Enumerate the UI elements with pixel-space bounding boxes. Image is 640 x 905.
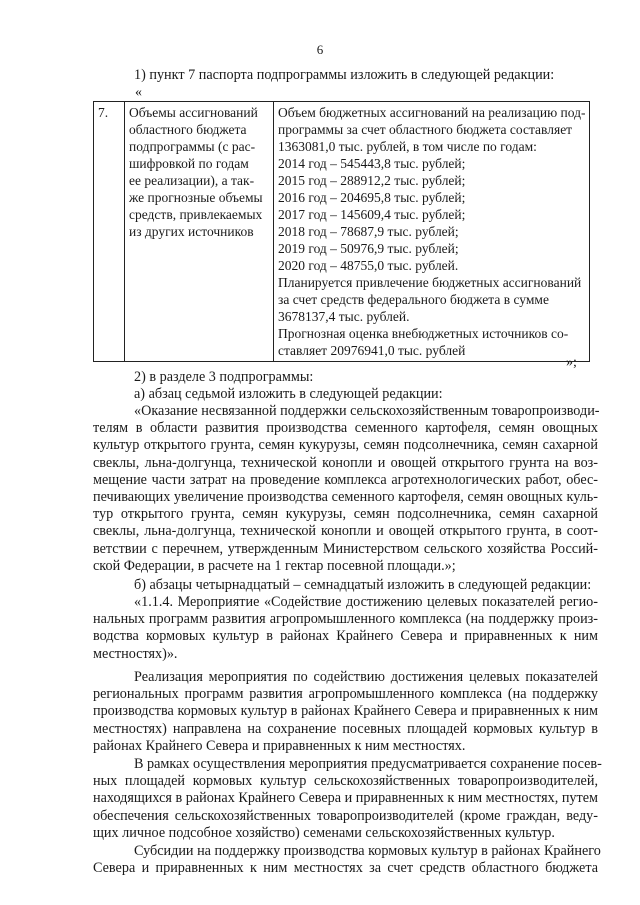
item2-intro: 2) в разделе 3 подпрограммы: <box>134 369 314 385</box>
content-line: Планируется привлечение бюджетных ассигнований <box>278 275 582 290</box>
text-line: производства кормовых культур в районах Крайнего Севера и приравненных к ним <box>93 703 598 720</box>
text-line: ской Федерации, в расчете на 1 гектар посевной площади.»; <box>93 557 456 574</box>
row-label <box>125 102 274 362</box>
text-line: обеспечения сельскохозяйственных товаропроизводителей (кроме граждан, веду- <box>93 807 598 824</box>
text-line: ветствии с перечнем, утвержденным Министерством сельского хозяйства Россий- <box>93 540 598 557</box>
label-line: областного бюджета <box>129 122 247 137</box>
paragraph-b <box>93 594 598 663</box>
text-line: региональных программ развития агропромышленного комплекса (на поддержку <box>93 686 598 703</box>
text-line: районах Крайнего Севера и приравненных к ним местностях. <box>93 737 466 754</box>
text-line: тур открытого грунта, семян кукурузы, семян подсолнечника, семян сахарной <box>93 506 598 523</box>
page-number: 6 <box>316 42 324 57</box>
text-line: «1.1.4. Мероприятие «Содействие достижению целевых показателей регио- <box>134 594 598 610</box>
paragraph-d <box>93 756 602 842</box>
passport-table <box>93 101 590 362</box>
table-row <box>94 102 590 362</box>
item1-intro: 1) пункт 7 паспорта подпрограммы изложить в следующей редакции: <box>134 67 555 83</box>
content-line: 3678137,4 тыс. рублей. <box>278 309 410 324</box>
content-line: 2016 год – 204695,8 тыс. рублей; <box>278 190 466 205</box>
content-line: 2020 год – 48755,0 тыс. рублей. <box>278 258 459 273</box>
text-line: Реализация мероприятия по содействию достижения целевых показателей <box>134 669 598 685</box>
label-line: ее реализации), а так- <box>129 173 255 188</box>
row-content <box>274 102 590 362</box>
text-line: щих личное подсобное хозяйство) семенами сельскохозяйственных культур. <box>93 824 555 841</box>
text-line: Субсидии на поддержку производства кормовых культур в районах Крайнего <box>134 843 601 859</box>
content-line: 1363081,0 тыс. рублей, в том числе по годам: <box>278 139 537 154</box>
content-line: ставляет 20976941,0 тыс. рублей <box>278 343 466 358</box>
text-line: «Оказание несвязанной поддержки сельскохозяйственным товаропроизводи- <box>134 403 600 419</box>
text-line: мещение части затрат на проведение комплекса агротехнологических работ, обес- <box>93 471 598 488</box>
paragraph-c <box>93 669 598 755</box>
text-line: культур открытого грунта, семян кукурузы, семян подсолнечника, семян сахарной <box>93 437 598 454</box>
label-line: средств, привлекаемых <box>129 207 263 222</box>
text-line: В рамках осуществления мероприятия предусматривается сохранение посев- <box>134 756 602 772</box>
text-line: местностях)». <box>93 645 178 662</box>
item2a-intro: а) абзац седьмой изложить в следующей редакции: <box>134 386 443 402</box>
row-number: 7. <box>94 102 125 362</box>
quote-close: »; <box>566 355 577 370</box>
label-line: шифровкой по годам <box>129 156 249 171</box>
label-line: подпрограммы (с рас- <box>129 139 256 154</box>
content-line: 2019 год – 50976,9 тыс. рублей; <box>278 241 459 256</box>
label-line: же прогнозные объемы <box>129 190 263 205</box>
label-line: Объемы ассигнований <box>129 105 258 120</box>
text-line: Севера и приравненных к ним местностях за счет средств областного бюджета <box>93 860 598 877</box>
content-line: Объем бюджетных ассигнований на реализацию под- <box>278 105 586 120</box>
text-line: свеклы, льна-долгунца, технической конопли и овощей открытого грунта на воз- <box>93 454 598 471</box>
text-line: телям в области развития производства семенного картофеля, семян овощных <box>93 420 598 437</box>
text-line: ных площадей кормовых культур сельскохозяйственных товаропроизводителей, <box>93 773 598 790</box>
content-line: 2017 год – 145609,4 тыс. рублей; <box>278 207 466 222</box>
label-line: из других источников <box>129 224 254 239</box>
text-line: находящихся в районах Крайнего Севера и приравненных к ним местностях, путем <box>93 790 598 807</box>
text-line: свеклы, льна-долгунца, технической конопли и овощей открытого грунта, в соот- <box>93 523 598 540</box>
content-line: за счет средств федерального бюджета в сумме <box>278 292 549 307</box>
text-line: водства кормовых культур в районах Крайнего Севера и приравненных к ним <box>93 628 598 645</box>
text-line: нальных программ развития агропромышленного комплекса (на поддержку произ- <box>93 611 598 628</box>
quote-open: « <box>135 85 142 100</box>
content-line: программы за счет областного бюджета составляет <box>278 122 573 137</box>
content-line: 2015 год – 288912,2 тыс. рублей; <box>278 173 466 188</box>
text-line: местностях) направлена на сохранение посевных площадей кормовых культур в <box>93 720 598 737</box>
item2b-intro: б) абзацы четырнадцатый – семнадцатый изложить в следующей редакции: <box>134 577 592 593</box>
content-line: 2014 год – 545443,8 тыс. рублей; <box>278 156 466 171</box>
paragraph-e <box>93 843 601 877</box>
paragraph-a <box>93 403 598 575</box>
text-line: печивающих увеличение производства семенного картофеля, семян овощных куль- <box>93 489 598 506</box>
content-line: Прогнозная оценка внебюджетных источников со- <box>278 326 569 341</box>
content-line: 2018 год – 78687,9 тыс. рублей; <box>278 224 459 239</box>
